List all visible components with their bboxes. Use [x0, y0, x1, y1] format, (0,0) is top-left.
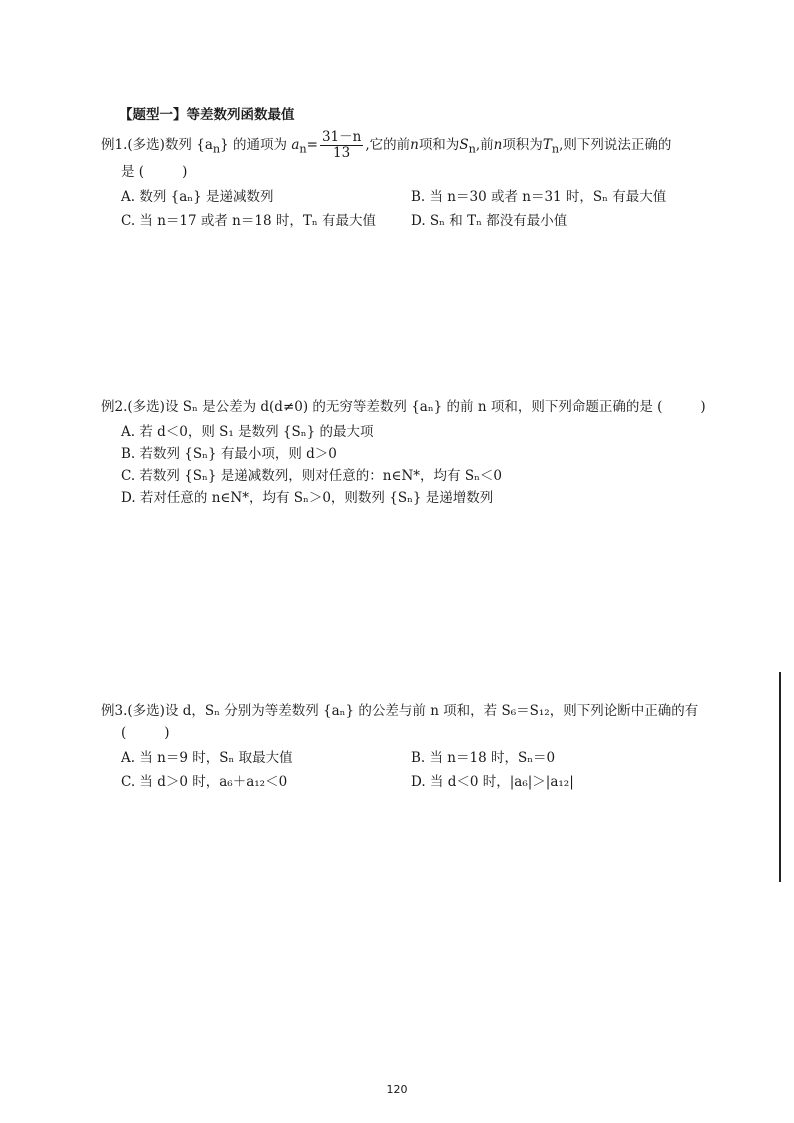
q1-an-sub: n — [299, 142, 307, 156]
question-1-option-d[interactable]: D. Sₙ 和 Tₙ 都没有最小值 — [411, 213, 568, 229]
question-2-text: 设 Sₙ 是公差为 d(d≠0) 的无穷等差数列 {aₙ} 的前 n 项和，则下列命题正确的是 ( — [164, 399, 663, 415]
question-1-option-b[interactable]: B. 当 n＝30 或者 n＝31 时，Sₙ 有最大值 — [411, 189, 667, 205]
q1-seq-close: } — [220, 137, 229, 153]
question-2-label: 例2. — [101, 399, 128, 415]
q1-eq: = — [306, 137, 318, 153]
q1-Sn: S — [459, 137, 469, 153]
question-1-option-c[interactable]: C. 当 n＝17 或者 n＝18 时，Tₙ 有最大值 — [121, 213, 376, 229]
question-2-close: ) — [700, 399, 706, 415]
question-2-option-b[interactable]: B. 若数列 {Sₙ} 有最小项，则 d＞0 — [121, 446, 337, 462]
question-1-option-a[interactable]: A. 数列 {aₙ} 是递减数列 — [121, 189, 274, 205]
q1-cont-text: 是 ( — [121, 164, 145, 180]
q1-seq — [196, 137, 229, 156]
question-2-option-a[interactable]: A. 若 d＜0，则 S₁ 是数列 {Sₙ} 的最大项 — [121, 424, 374, 440]
q1-text-a: 数列 — [164, 137, 192, 153]
question-2-stem — [101, 396, 741, 418]
question-1 — [101, 130, 741, 232]
q1-fraction-numerator: 31－n — [321, 129, 362, 145]
question-3-option-b[interactable]: B. 当 n＝18 时，Sₙ＝0 — [411, 750, 556, 766]
q1-fraction-denominator: 13 — [333, 145, 351, 161]
question-3-option-c[interactable]: C. 当 d＞0 时，a₆＋a₁₂＜0 — [121, 774, 288, 790]
question-3-stem — [101, 700, 741, 722]
q1-text-d: 项和为 — [418, 137, 460, 153]
q3-cont-open: ( — [121, 725, 127, 741]
scan-margin-line — [779, 672, 781, 882]
question-3-label: 例3. — [101, 703, 128, 719]
question-3-option-a[interactable]: A. 当 n＝9 时，Sₙ 取最大值 — [121, 750, 293, 766]
q1-cont-close: ) — [182, 164, 188, 180]
q1-text-b: 的通项为 — [233, 137, 288, 153]
q1-fraction — [320, 130, 363, 161]
question-1-stem-continued — [101, 161, 741, 183]
question-3-text: 设 d，Sₙ 分别为等差数列 {aₙ} 的公差与前 n 项和，若 S₆＝S₁₂，则下列论断中正确的有 — [164, 703, 699, 719]
question-1-stem — [101, 130, 741, 161]
question-3-type: (多选) — [127, 703, 165, 719]
q1-Tn-sub: n — [551, 142, 560, 156]
question-2-option-c[interactable]: C. 若数列 {Sₙ} 是递减数列，则对任意的：n∈N*，均有 Sₙ＜0 — [121, 468, 502, 484]
question-3-options — [121, 747, 741, 793]
q1-Sn-sub: n — [468, 142, 476, 156]
question-1-type: (多选) — [127, 137, 165, 153]
q1-Tn: T — [542, 137, 552, 153]
q3-cont-close: ) — [164, 725, 170, 741]
q1-seq-sub: n — [212, 142, 221, 156]
q1-an: a — [291, 137, 300, 153]
page-number: 120 — [386, 1083, 408, 1096]
question-3-stem-continued — [101, 722, 741, 744]
q1-text-f: 项积为 — [502, 137, 543, 153]
question-1-label: 例1. — [101, 137, 128, 153]
q1-n1: n — [410, 137, 419, 153]
q1-seq-open: {a — [196, 137, 213, 153]
q1-text-c: ,它的前 — [365, 137, 411, 153]
q1-text-g: ,则下列说法正确的 — [559, 137, 672, 153]
question-2-type: (多选) — [127, 399, 165, 415]
question-2-options — [121, 421, 741, 509]
section-title: 【题型一】等差数列函数最值 — [119, 107, 295, 123]
question-3 — [101, 700, 741, 793]
q1-text-e: ,前 — [475, 137, 494, 153]
question-1-options — [121, 186, 741, 232]
question-2-option-d[interactable]: D. 若对任意的 n∈N*，均有 Sₙ＞0，则数列 {Sₙ} 是递增数列 — [121, 490, 494, 506]
question-3-option-d[interactable]: D. 当 d＜0 时，|a₆|＞|a₁₂| — [411, 774, 574, 790]
question-2 — [101, 396, 741, 509]
q1-n2: n — [493, 137, 503, 153]
